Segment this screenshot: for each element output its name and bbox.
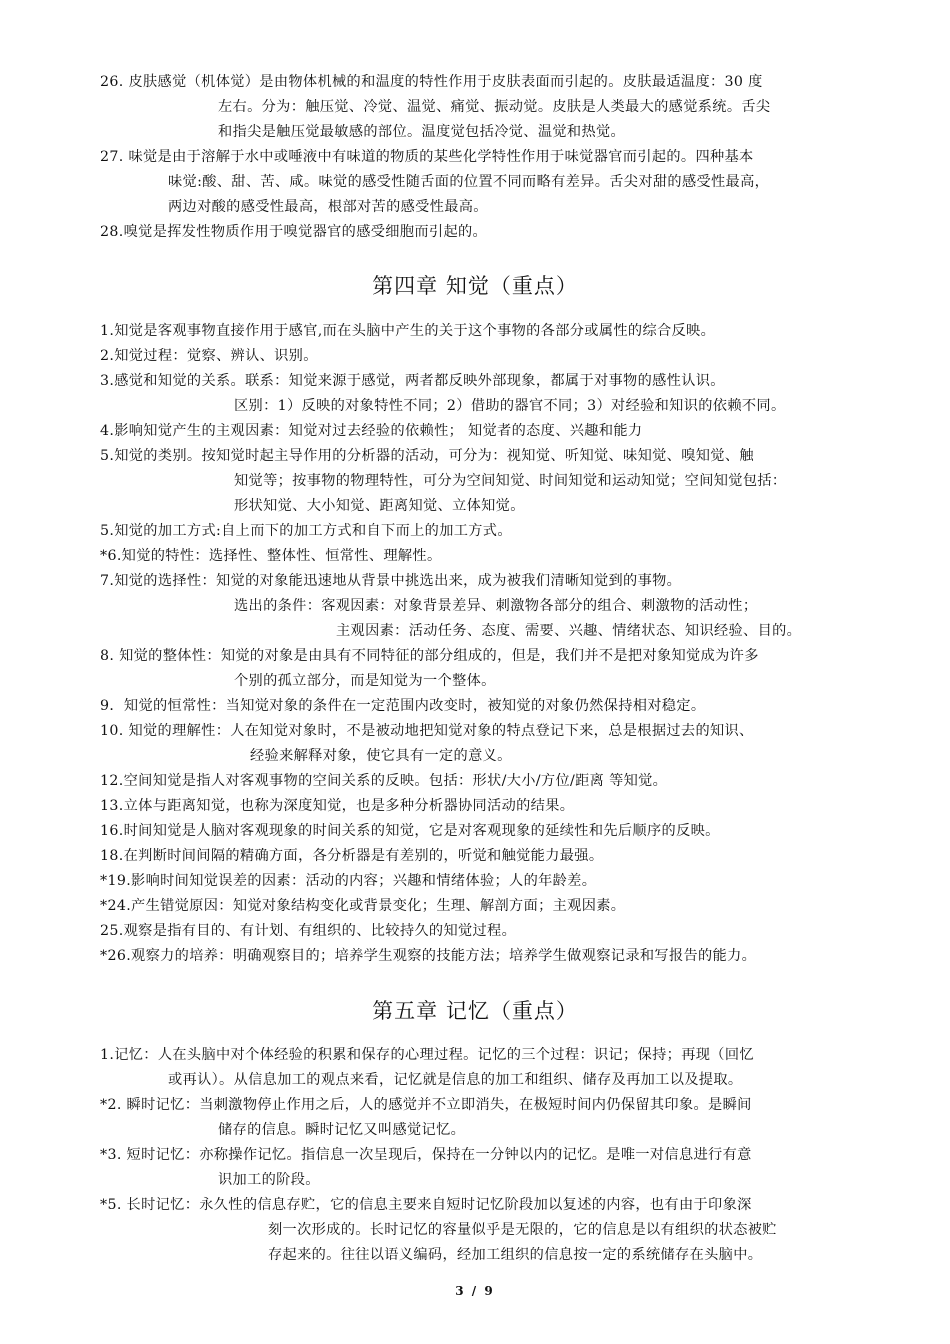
text-line: 25.观察是指有目的、有计划、有组织的、比较持久的知觉过程。 [100, 923, 517, 939]
text-line: *26.观察力的培养：明确观察目的；培养学生观察的技能方法；培养学生做观察记录和写报告的能力。 [100, 948, 757, 964]
text-line: 1.知觉是客观事物直接作用于感官,而在头脑中产生的关于这个事物的各部分或属性的综合反映。 [100, 323, 716, 339]
text-line: *19.影响时间知觉误差的因素：活动的内容；兴趣和情绪体验；人的年龄差。 [100, 873, 597, 889]
text-line: 形状知觉、大小知觉、距离知觉、立体知觉。 [234, 498, 525, 514]
text-line: 刻一次形成的。长时记忆的容量似乎是无限的，它的信息是以有组织的状态被贮 [268, 1222, 777, 1238]
text-line: 选出的条件：客观因素：对象背景差异、刺激物各部分的组合、刺激物的活动性； [234, 598, 758, 614]
text-line: 5.知觉的类别。按知觉时起主导作用的分析器的活动，可分为：视知觉、听知觉、味知觉、嗅知觉、触 [100, 448, 754, 464]
chapter-title: 第四章 知觉（重点） [372, 274, 578, 298]
text-line: 经验来解释对象，使它具有一定的意义。 [250, 748, 512, 764]
text-line: 13.立体与距离知觉，也称为深度知觉，也是多种分析器协同活动的结果。 [100, 798, 575, 814]
text-line: 4.影响知觉产生的主观因素：知觉对过去经验的依赖性； 知觉者的态度、兴趣和能力 [100, 423, 643, 439]
text-line: *6.知觉的特性：选择性、整体性、恒常性、理解性。 [100, 548, 442, 564]
page-number: 3 / 9 [455, 1284, 495, 1298]
text-line: *5. 长时记忆：永久性的信息存贮，它的信息主要来自短时记忆阶段加以复述的内容，也有由于印象深 [100, 1197, 752, 1213]
text-line: 12.空间知觉是指人对客观事物的空间关系的反映。包括：形状/大小/方位/距离 等知觉。 [100, 773, 668, 789]
text-line: 5.知觉的加工方式:自上而下的加工方式和自下而上的加工方式。 [100, 523, 512, 539]
text-line: 味觉:酸、甜、苦、咸。味觉的感受性随舌面的位置不同而略有差异。舌尖对甜的感受性最高， [168, 174, 770, 190]
text-line: 8. 知觉的整体性：知觉的对象是由具有不同特征的部分组成的，但是，我们并不是把对象知觉成为许多 [100, 648, 759, 664]
text-line: 存起来的。往往以语义编码，经加工组织的信息按一定的系统储存在头脑中。 [268, 1247, 763, 1263]
text-line: 10. 知觉的理解性：人在知觉对象时，不是被动地把知觉对象的特点登记下来，总是根据过去的知识、 [100, 723, 754, 739]
text-line: 18.在判断时间间隔的精确方面，各分析器是有差别的，听觉和触觉能力最强。 [100, 848, 604, 864]
text-line: *24.产生错觉原因：知觉对象结构变化或背景变化；生理、解剖方面；主观因素。 [100, 898, 626, 914]
text-line: *2. 瞬时记忆：当刺激物停止作用之后，人的感觉并不立即消失，在极短时间内仍保留其印象。是瞬间 [100, 1097, 752, 1113]
text-line: 个别的孤立部分，而是知觉为一个整体。 [234, 673, 496, 689]
text-line: 1.记忆：人在头脑中对个体经验的积累和保存的心理过程。记忆的三个过程：识记；保持；再现（回忆 [100, 1047, 754, 1063]
text-line: 2.知觉过程：觉察、辨认、识别。 [100, 348, 318, 364]
text-line: *3. 短时记忆：亦称操作记忆。指信息一次呈现后，保持在一分钟以内的记忆。是唯一对信息进行有意 [100, 1147, 752, 1163]
chapter-title: 第五章 记忆（重点） [372, 999, 578, 1023]
text-line: 识加工的阶段。 [218, 1172, 320, 1188]
text-line: 主观因素：活动任务、态度、需要、兴趣、情绪状态、知识经验、目的。 [336, 623, 802, 639]
text-line: 或再认）。从信息加工的观点来看，记忆就是信息的加工和组织、储存及再加工以及提取。 [168, 1072, 743, 1088]
text-line: 26. 皮肤感觉（机体觉）是由物体机械的和温度的特性作用于皮肤表面而引起的。皮肤最适温度：30 度 [100, 74, 763, 90]
text-line: 左右。分为：触压觉、冷觉、温觉、痛觉、振动觉。皮肤是人类最大的感觉系统。舌尖 [218, 99, 771, 115]
text-line: 和指尖是触压觉最敏感的部位。温度觉包括冷觉、温觉和热觉。 [218, 124, 626, 140]
text-line: 储存的信息。瞬时记忆又叫感觉记忆。 [218, 1122, 466, 1138]
text-line: 3.感觉和知觉的关系。联系：知觉来源于感觉，两者都反映外部现象，都属于对事物的感性认识。 [100, 373, 725, 389]
text-line: 区别：1）反映的对象特性不同；2）借助的器官不同；3）对经验和知识的依赖不同。 [234, 398, 786, 414]
text-line: 两边对酸的感受性最高，根部对苦的感受性最高。 [168, 199, 488, 215]
text-line: 知觉等；按事物的物理特性，可分为空间知觉、时间知觉和运动知觉；空间知觉包括： [234, 473, 787, 489]
text-line: 16.时间知觉是人脑对客观现象的时间关系的知觉，它是对客观现象的延续性和先后顺序的反映。 [100, 823, 720, 839]
text-line: 28.嗅觉是挥发性物质作用于嗅觉器官的感受细胞而引起的。 [100, 224, 488, 240]
text-line: 7.知觉的选择性：知觉的对象能迅速地从背景中挑选出来，成为被我们清晰知觉到的事物。 [100, 573, 682, 589]
text-line: 27. 味觉是由于溶解于水中或唾液中有味道的物质的某些化学特性作用于味觉器官而引起的。四种基本 [100, 149, 754, 165]
text-line: 9．知觉的恒常性：当知觉对象的条件在一定范围内改变时，被知觉的对象仍然保持相对稳定。 [100, 698, 706, 714]
